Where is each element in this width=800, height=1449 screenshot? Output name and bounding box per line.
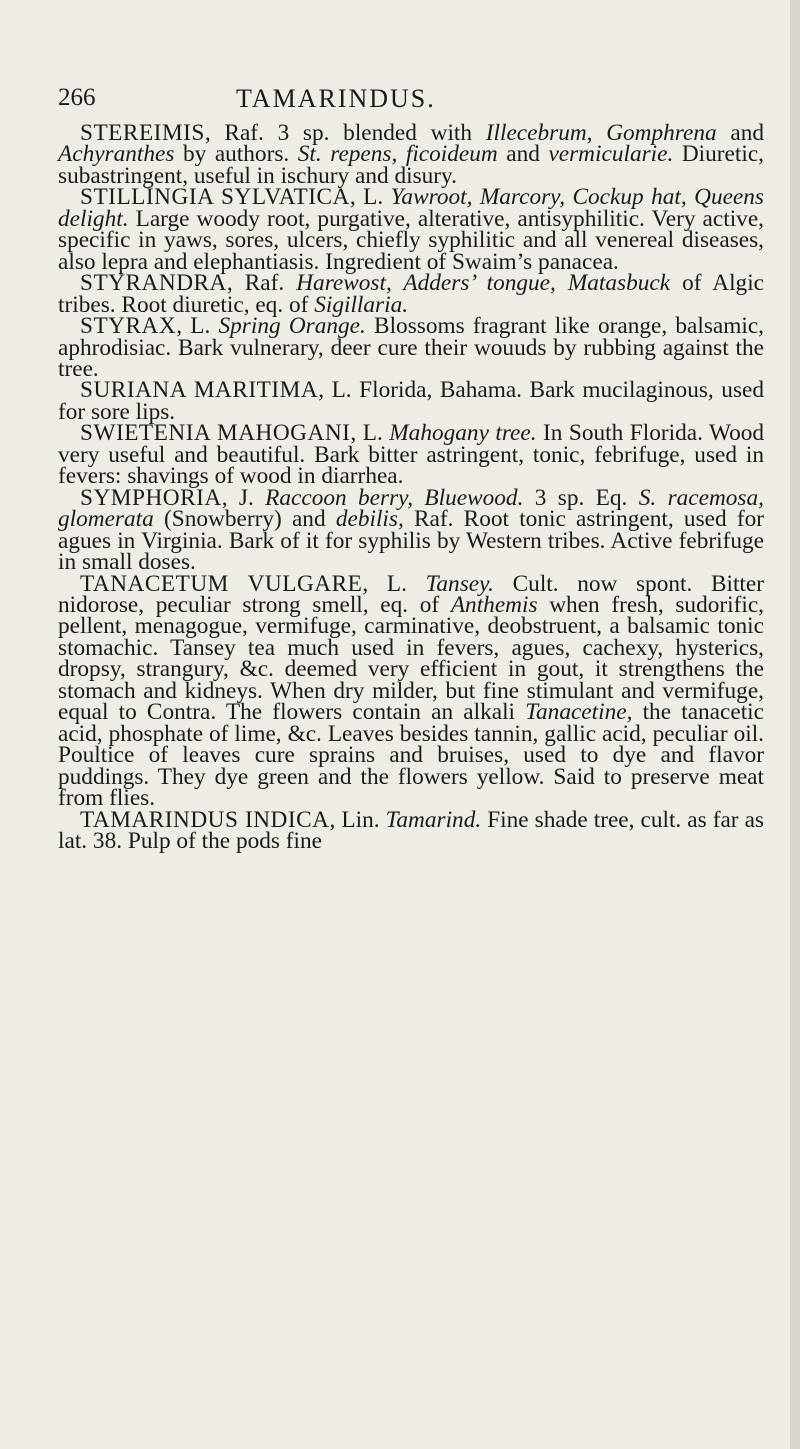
common-names: Spring Orange. [218,313,366,340]
entry-tanacetum: TANACETUM VULGARE, L. Tansey. Cult. now spont. Bitter nidorose, peculiar strong smell, eq. of Anthemis when fresh, sudorific, pellent, menagogue, vermifuge, carminative, deobstruent, a balsamic tonic stomachic. Tansey tea much used in fevers, agues, cachexy, hysterics, dropsy, strangury, &c. deemed very efficient in gout, it strengthens the stomach and kidneys. When dry milder, but fine stimulant and vermifuge, equal to Contra. The flowers contain an alkali Tanacetine, the tanacetic acid, phosphate of lime, &c. Leaves besides tannin, gallic acid, peculiar oil. Poultice of leaves cure sprains and bruises, used to dye and flavor puddings. They dye green and the flowers yellow. Said to preserve meat from flies. [58,570,765,812]
entry-tamarindus: TAMARINDUS INDICA, Lin. Tamarind. Fine shade tree, cult. as far as lat. 38. Pulp of the pods fine [58,806,764,854]
common-names: Yawroot, Marcory, Cockup hat, Queens delight. [58,184,764,232]
common-names: Harewost, Adders’ tongue, Matasbuck [296,270,671,297]
entry-symphoria: SYMPHORIA, J. Raccoon berry, Bluewood. 3 sp. Eq. S. racemosa, glomerata (Snowberry) and debilis, Raf. Root tonic astringent, used for agues in Virginia. Bark of it for syphilis by Western tribes. Active febrifuge in small doses. [58,484,765,576]
entry-headword: SURIANA MARITIMA [80,377,319,404]
entry-headword: STYRANDRA [80,270,227,297]
entry-styrax: STYRAX, L. Spring Orange. Blossoms fragrant like orange, balsamic, aphrodisiac. Bark vulnerary, deer cure their wouuds by rubbing against the tree. [58,313,764,382]
entry-headword: STEREIMIS [80,120,205,146]
entry-headword: SYMPHORIA [80,484,222,511]
body-text [58,120,765,854]
page-number: 266 [58,84,96,111]
entry-styrandra: STYRANDRA, Raf. Harewost, Adders’ tongue, Matasbuck of Algic tribes. Root diuretic, eq. of Sigillaria. [58,270,765,318]
page-edge-shadow [790,0,800,1449]
entry-headword: TAMARINDUS INDICA [80,806,330,833]
common-names: Raccoon berry, Bluewood. [265,484,524,511]
entry-headword: TANACETUM VULGARE [80,570,363,597]
page-header [58,84,758,118]
common-names: Tamarind. [385,806,482,833]
common-names: Tansey. [425,570,494,597]
entry-suriana: SURIANA MARITIMA, L. Florida, Bahama. Bark mucilaginous, used for sore lips. [58,377,764,425]
entry-headword: SWIETENIA MAHOGANI [80,420,351,447]
entry-stereimis: STEREIMIS, Raf. 3 sp. blended with Illecebrum, Gomphrena and Achyranthes by authors. St. repens, ficoideum and vermicularie. Diuretic, subastringent, useful in ischury and disury. [58,120,765,189]
entry-headword: STILLINGIA SYLVATICA [80,184,350,211]
entry-headword: STYRAX [80,313,177,340]
running-head: TAMARINDUS. [236,84,436,113]
entry-swietenia: SWIETENIA MAHOGANI, L. Mahogany tree. In South Florida. Wood very useful and beautiful. Bark bitter astringent, tonic, febrifuge, used in fevers: shavings of wood in diarrhea. [58,420,765,490]
entry-stillingia: STILLINGIA SYLVATICA, L. Yawroot, Marcory, Cockup hat, Queens delight. Large woody root, purgative, alterative, antisyphilitic. Very active, specific in yaws, sores, ulcers, chiefly syphilitic and all venereal diseases, also lepra and elephantiasis. Ingredient of Swaim’s panacea. [58,184,764,275]
common-names: Mahogany tree. [389,420,537,447]
